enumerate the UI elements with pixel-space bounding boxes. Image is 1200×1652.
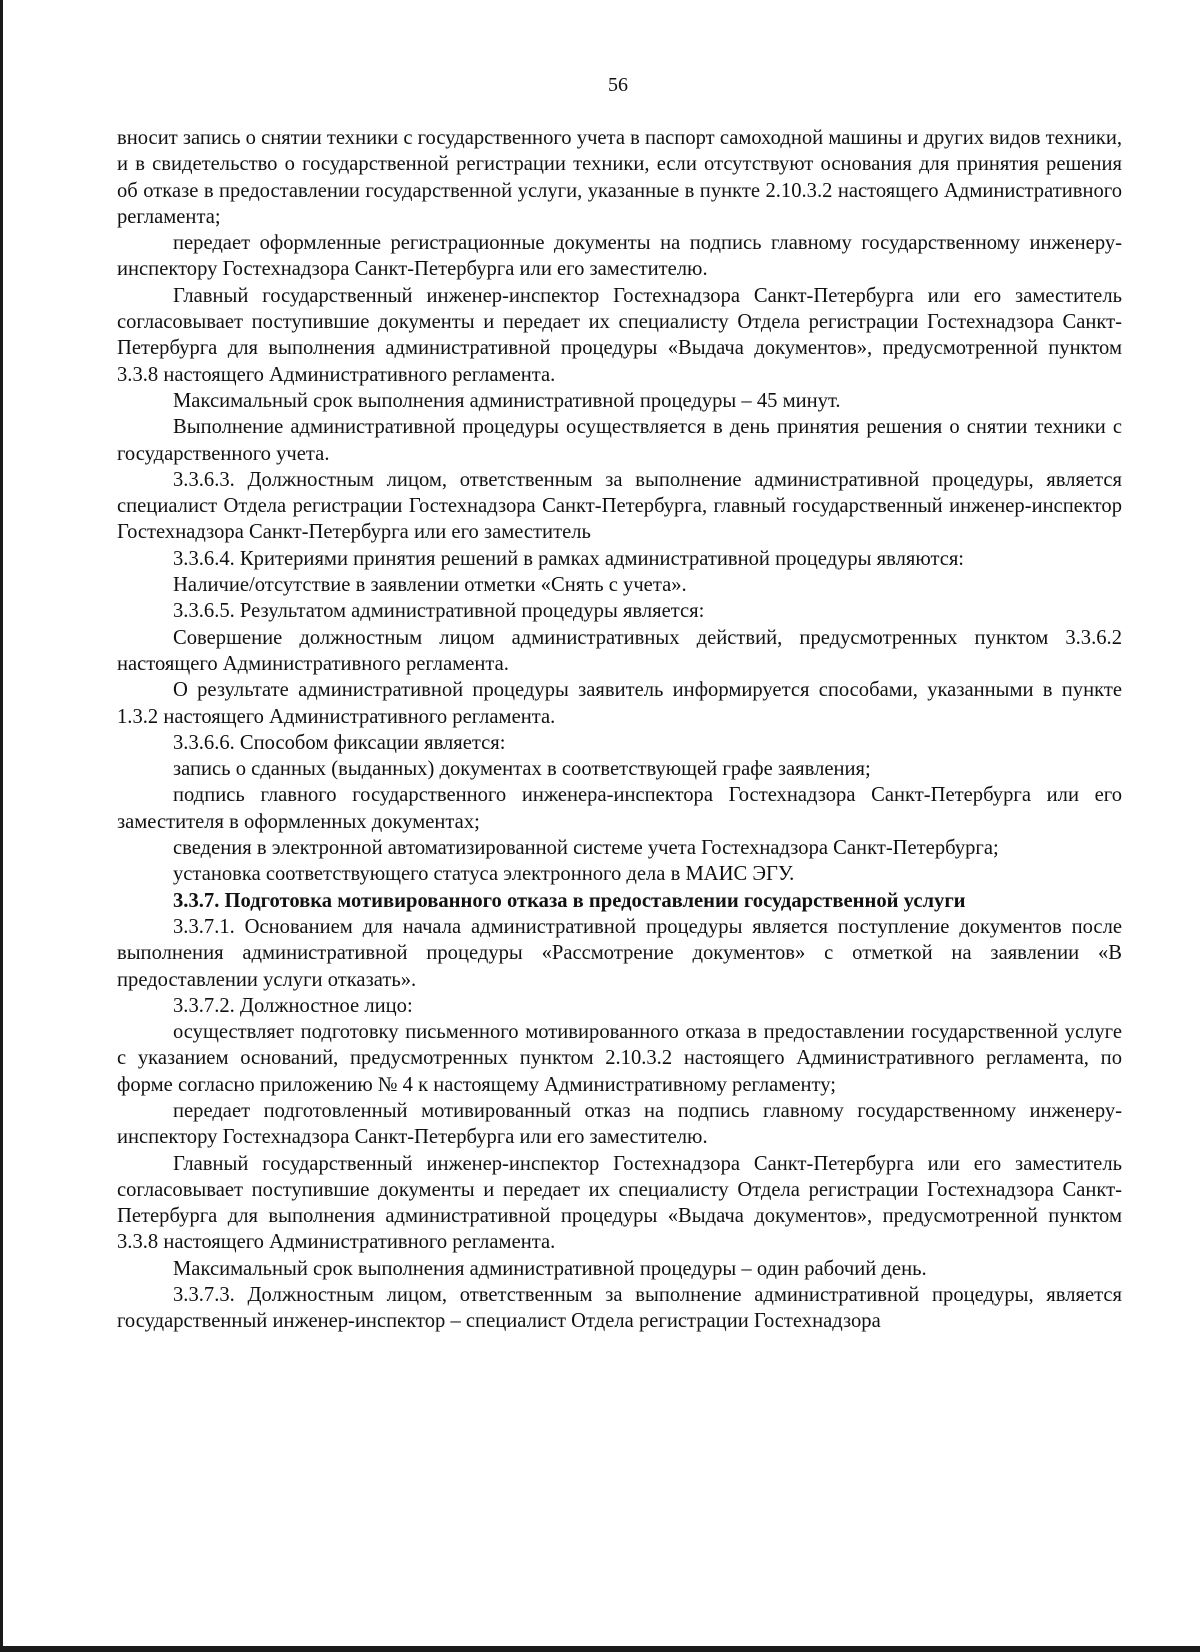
section-heading: 3.3.7. Подготовка мотивированного отказа в предоставлении государственной услуги: [173, 889, 966, 912]
paragraph: Максимальный срок выполнения административной процедуры – 45 минут.: [173, 389, 841, 412]
paragraph: Выполнение административной процедуры осуществляется в день принятия решения о снятии техники с государственного учета.: [117, 416, 1122, 465]
paragraph: 3.3.6.5. Результатом административной процедуры является:: [173, 600, 705, 623]
paragraph: 3.3.7.1. Основанием для начала административной процедуры является поступление документов после выполнения административной процедуры «Рассмотрение документов» с отметкой на заявлении «В предоставлении услуги отказать».: [117, 915, 1122, 991]
paragraph: 3.3.7.3. Должностным лицом, ответственным за выполнение административной процедуры, является государственный инженер-инспектор – специалист Отдела регистрации Гостехнадзора: [117, 1284, 1122, 1333]
paragraph: подпись главного государственного инженера-инспектора Гостехнадзора Санкт-Петербурга или его заместителя в оформленных документах;: [117, 784, 1122, 833]
paragraph: запись о сданных (выданных) документах в соответствующей графе заявления;: [173, 758, 871, 781]
paragraph: 3.3.6.3. Должностным лицом, ответственным за выполнение административной процедуры, является специалист Отдела регистрации Гостехнадзора Санкт-Петербурга, главный государственный инженер-инспектор Гостехнадзора Санкт-Петербурга или его заместитель: [117, 468, 1122, 544]
document-body: [117, 125, 1122, 1335]
paragraph: 3.3.6.4. Критериями принятия решений в рамках административной процедуры являются:: [173, 547, 965, 570]
paragraph: Главный государственный инженер-инспектор Гостехнадзора Санкт-Петербурга или его заместитель согласовывает поступившие документы и передает их специалисту Отдела регистрации Гостехнадзора Санкт-Петербурга для выполнения административной процедуры «Выдача документов», предусмотренной пунктом 3.3.8 настоящего Административного регламента.: [117, 1152, 1122, 1254]
paragraph: вносит запись о снятии техники с государственного учета в паспорт самоходной машины и других видов техники, и в свидетельство о государственной регистрации техники, если отсутствуют основания для принятия решения об отказе в предоставлении государственной услуги, указанные в пункте 2.10.3.2 настоящего Административного регламента;: [117, 127, 1122, 228]
paragraph: Наличие/отсутствие в заявлении отметки «Снять с учета».: [173, 574, 687, 597]
paragraph: 3.3.7.2. Должностное лицо:: [173, 994, 413, 1017]
paragraph: 3.3.6.6. Способом фиксации является:: [173, 731, 506, 754]
paragraph: передает оформленные регистрационные документы на подпись главному государственному инженеру-инспектору Гостехнадзора Санкт-Петербурга или его заместителю.: [117, 232, 1122, 281]
paragraph: Совершение должностным лицом административных действий, предусмотренных пунктом 3.3.6.2 настоящего Административного регламента.: [117, 626, 1122, 675]
paragraph: О результате административной процедуры заявитель информируется способами, указанными в пункте 1.3.2 настоящего Административного регламента.: [117, 679, 1122, 728]
page-number: 56: [608, 74, 628, 96]
paragraph: Главный государственный инженер-инспектор Гостехнадзора Санкт-Петербурга или его заместитель согласовывает поступившие документы и передает их специалисту Отдела регистрации Гостехнадзора Санкт-Петербурга для выполнения административной процедуры «Выдача документов», предусмотренной пунктом 3.3.8 настоящего Административного регламента.: [117, 284, 1122, 386]
paragraph: передает подготовленный мотивированный отказ на подпись главному государственному инженеру-инспектору Гостехнадзора Санкт-Петербурга или его заместителю.: [117, 1099, 1122, 1149]
paragraph: сведения в электронной автоматизированной системе учета Гостехнадзора Санкт-Петербурга;: [173, 837, 999, 860]
scan-edge-bottom: [0, 1646, 1200, 1652]
scan-edge-left: [0, 0, 3, 1652]
paragraph: Максимальный срок выполнения административной процедуры – один рабочий день.: [173, 1257, 927, 1280]
paragraph: установка соответствующего статуса электронного дела в МАИС ЭГУ.: [173, 863, 795, 886]
paragraph: осуществляет подготовку письменного мотивированного отказа в предоставлении государственной услуге с указанием оснований, предусмотренных пунктом 2.10.3.2 настоящего Административного регламента, по форме согласно приложению № 4 к настоящему Административному регламенту;: [117, 1021, 1122, 1096]
